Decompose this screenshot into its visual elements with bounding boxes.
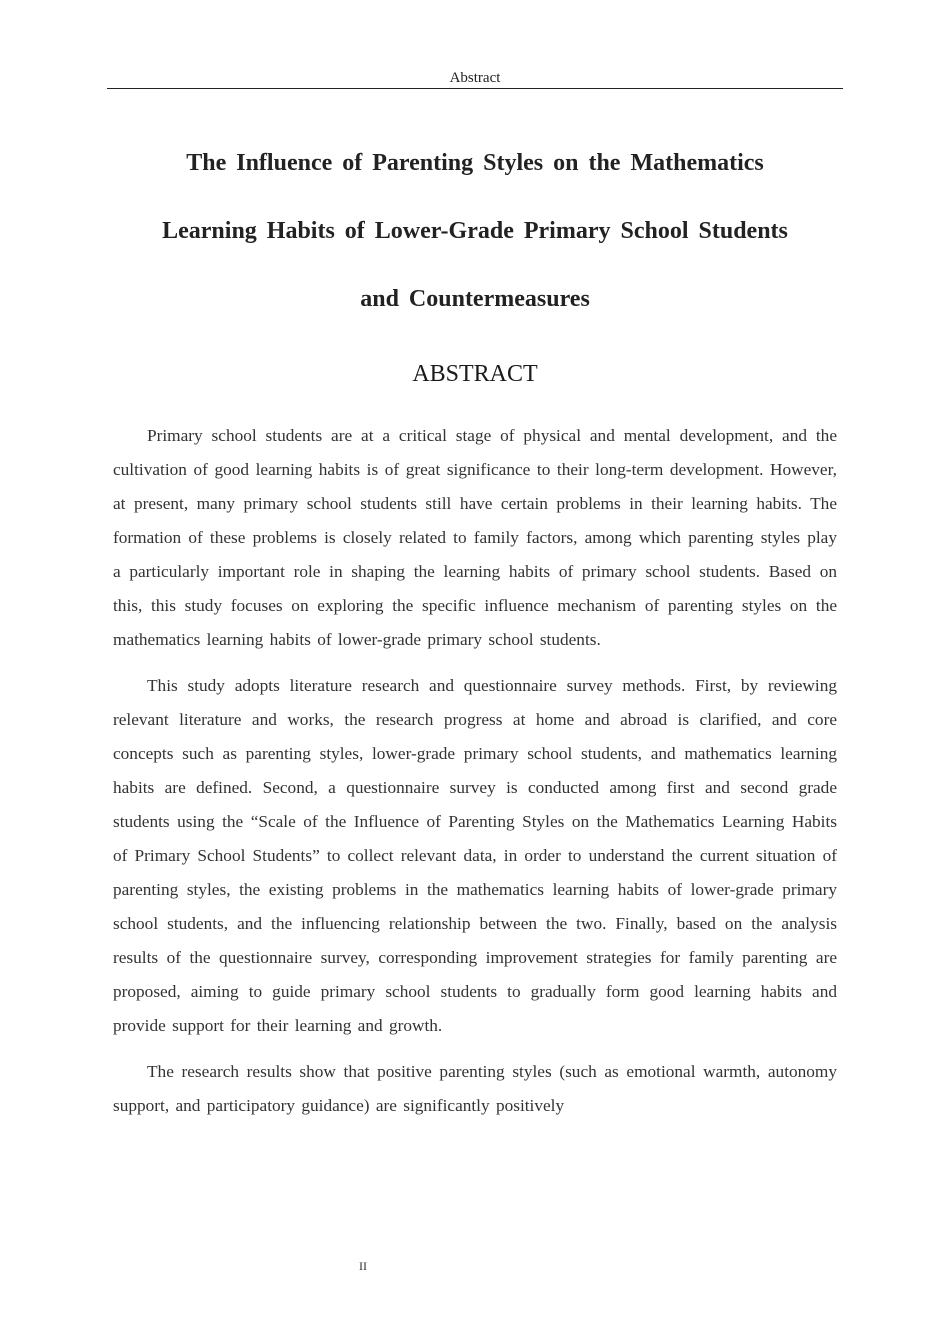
abstract-paragraph-2: This study adopts literature research and questionnaire survey methods. First, by reviewing relevant literature and works, the research progress at home and abroad is clarified, and core concepts such as parenting styles, lower-grade primary school students, and mathematics learning habits are defined. Second, a questionnaire survey is conducted among first and second grade students using the “Scale of the Influence of Parenting Styles on the Mathematics Learning Habits of Primary School Students” to collect relevant data, in order to understand the current situation of parenting styles, the existing problems in the mathematics learning habits of lower-grade primary school students, and the influencing relationship between the two. Finally, based on the analysis results of the questionnaire survey, corresponding improvement strategies for family parenting are proposed, aiming to guide primary school students to gradually form good learning habits and provide support for their learning and growth. [113, 676, 837, 1035]
title-line-1: The Influence of Parenting Styles on the Mathematics [186, 150, 764, 176]
abstract-paragraph-1: Primary school students are at a critical stage of physical and mental development, and the cultivation of good learning habits is of great significance to their long-term development. However, at present, many primary school students still have certain problems in their learning habits. The formation of these problems is closely related to family factors, among which parenting styles play a particularly important role in shaping the learning habits of primary school students. Based on this, this study focuses on exploring the specific influence mechanism of parenting styles on the mathematics learning habits of lower-grade primary school students. [113, 426, 837, 649]
abstract-heading: ABSTRACT [412, 361, 538, 387]
page-number: II [359, 1259, 367, 1273]
abstract-paragraph-3: The research results show that positive parenting styles (such as emotional warmth, autonomy support, and participatory guidance) are significantly positively [113, 1062, 837, 1115]
title-line-2: Learning Habits of Lower-Grade Primary School Students [162, 218, 788, 244]
title-line-3: and Countermeasures [360, 286, 590, 312]
running-header: Abstract [449, 70, 501, 86]
paper-title [107, 129, 843, 333]
header-rule [107, 88, 843, 89]
abstract-body [113, 419, 837, 1135]
